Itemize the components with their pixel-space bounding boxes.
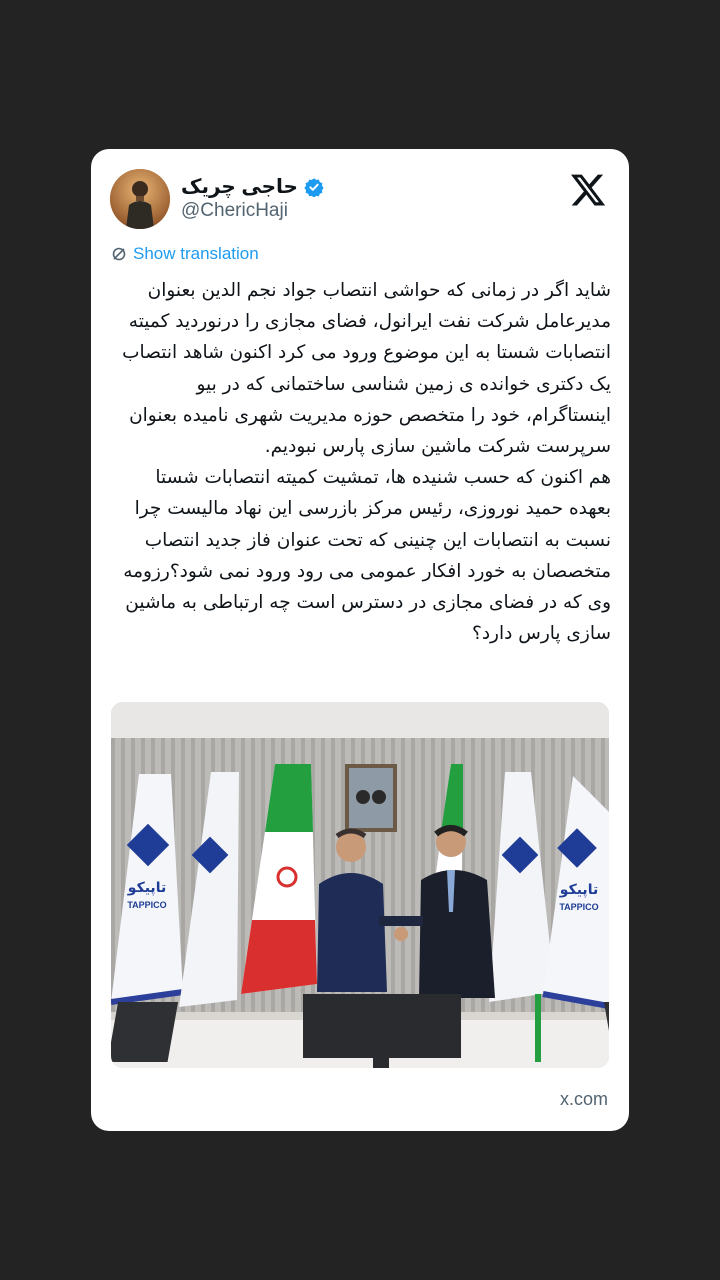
tweet-paragraph-1: شاید اگر در زمانی که حواشی انتصاب جواد نجم الدین بعنوان مدیرعامل شرکت نفت ایرانول، فضای مجازی را درنوردید کمیته انتصابات شستا به این موضوع ورود می کرد اکنون شاهد انتصاب یک دکتری خوانده ی زمین شناسی ساختمانی که در بیو اینستاگرام، خود را متخصص حوزه مدیریت شهری نامیده بعنوان سرپرست شرکت ماشین سازی پارس نبودیم. (122, 280, 611, 458)
show-translation-link[interactable] (111, 244, 259, 264)
svg-text:تاپیکو: تاپیکو (559, 882, 599, 898)
tweet-text (111, 275, 611, 649)
author-handle[interactable]: @ChericHaji (181, 200, 288, 221)
verified-badge-icon (304, 177, 324, 197)
show-translation-label[interactable]: Show translation (133, 244, 259, 263)
svg-text:TAPPICO: TAPPICO (127, 900, 167, 910)
tweet-photo[interactable] (111, 702, 609, 1068)
svg-text:TAPPICO: TAPPICO (559, 902, 599, 912)
tweet-paragraph-2: هم اکنون که حسب شنیده ها، تمشیت کمیته انتصابات شستا بعهده حمید نوروزی، رئیس مرکز بازرسی این نهاد مالیست چرا نسبت به انتصابات این چنینی که تحت عنوان فاز جدید انتصاب متخصصان به خورد افکار عمومی می رود ورود نمی شود؟رزومه وی که در فضای مجازی در دسترس است چه ارتباطی به ماشین سازی پارس دارد؟ (123, 467, 611, 645)
avatar-image (110, 169, 170, 229)
x-logo-icon[interactable] (569, 171, 607, 209)
photo-ceremony (111, 702, 609, 1068)
tweet-card[interactable] (91, 149, 629, 1131)
translate-icon (111, 246, 127, 262)
author-name[interactable]: حاجی چریک (181, 176, 298, 198)
author-name-row[interactable] (181, 174, 324, 199)
svg-text:تاپیکو: تاپیکو (127, 880, 167, 896)
avatar[interactable] (110, 169, 170, 229)
source-link[interactable]: x.com (559, 1089, 608, 1109)
